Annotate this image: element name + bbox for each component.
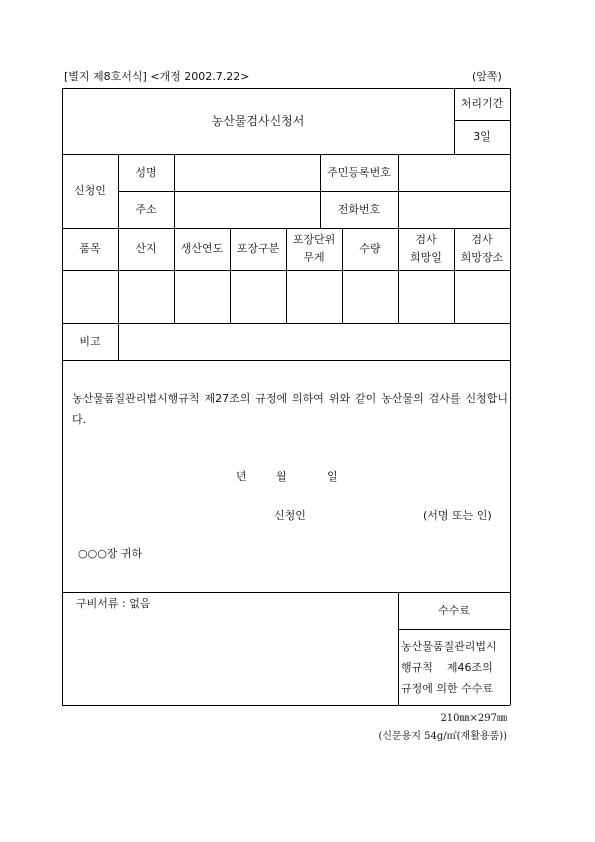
date-year-label: 년 <box>236 470 247 483</box>
desired-place-cell[interactable] <box>455 271 509 322</box>
address-label: 주소 <box>135 202 157 216</box>
required-documents: 구비서류 : 없음 <box>76 597 151 610</box>
quantity-cell[interactable] <box>343 271 397 322</box>
header-desired-place: 검사 희망장소 <box>460 233 504 264</box>
phone-label: 전화번호 <box>337 202 381 216</box>
desired-date-cell[interactable] <box>399 271 453 322</box>
resident-number-field[interactable] <box>399 155 509 190</box>
header-package-weight: 포장단위 무게 <box>292 233 336 264</box>
date-day-label: 일 <box>327 470 338 483</box>
header-desired-date: 검사 희망일 <box>410 233 442 264</box>
paper-size: 210㎜×297㎜ <box>440 713 507 724</box>
page-side-label: (앞쪽) <box>472 70 502 83</box>
address-field[interactable] <box>175 192 319 227</box>
paper-type: (신문용지 54g/㎡(재활용품)) <box>378 731 507 742</box>
item-cell[interactable] <box>63 271 117 322</box>
date-month-label: 월 <box>276 470 287 483</box>
header-origin: 산지 <box>135 242 157 255</box>
header-production-year: 생산연도 <box>180 242 224 255</box>
fee-description: 농산물품질관리법시 행규칙 제46조의 규정에 의한 수수료 <box>401 640 497 695</box>
phone-field[interactable] <box>399 192 509 227</box>
packaging-type-cell[interactable] <box>231 271 285 322</box>
name-field[interactable] <box>175 155 319 190</box>
addressee: ○○○장 귀하 <box>78 547 143 560</box>
resident-number-label: 주민등록번호 <box>327 165 391 179</box>
remarks-field[interactable] <box>119 324 509 359</box>
application-statement: 농산물품질관리법시행규칙 제27조의 규정에 의하여 위와 같이 농산물의 검사를 신청합니다. <box>72 392 508 426</box>
header-packaging-type: 포장구분 <box>236 242 280 255</box>
remarks-label: 비고 <box>79 334 101 348</box>
signature-label: (서명 또는 인) <box>423 509 492 522</box>
fee-label: 수수료 <box>438 603 470 617</box>
form-title: 농산물검사신청서 <box>211 114 305 128</box>
header-quantity: 수량 <box>359 242 381 255</box>
processing-period-label: 처리기간 <box>460 97 504 110</box>
origin-cell[interactable] <box>119 271 173 322</box>
production-year-cell[interactable] <box>175 271 229 322</box>
processing-period-value: 3일 <box>473 130 491 143</box>
form-number: [별지 제8호서식] <개정 2002.7.22> <box>64 70 250 83</box>
header-item: 품목 <box>79 242 101 255</box>
signer-label: 신청인 <box>274 509 306 522</box>
applicant-section-label: 신청인 <box>74 184 106 197</box>
name-label: 성명 <box>135 165 157 179</box>
package-weight-cell[interactable] <box>287 271 341 322</box>
